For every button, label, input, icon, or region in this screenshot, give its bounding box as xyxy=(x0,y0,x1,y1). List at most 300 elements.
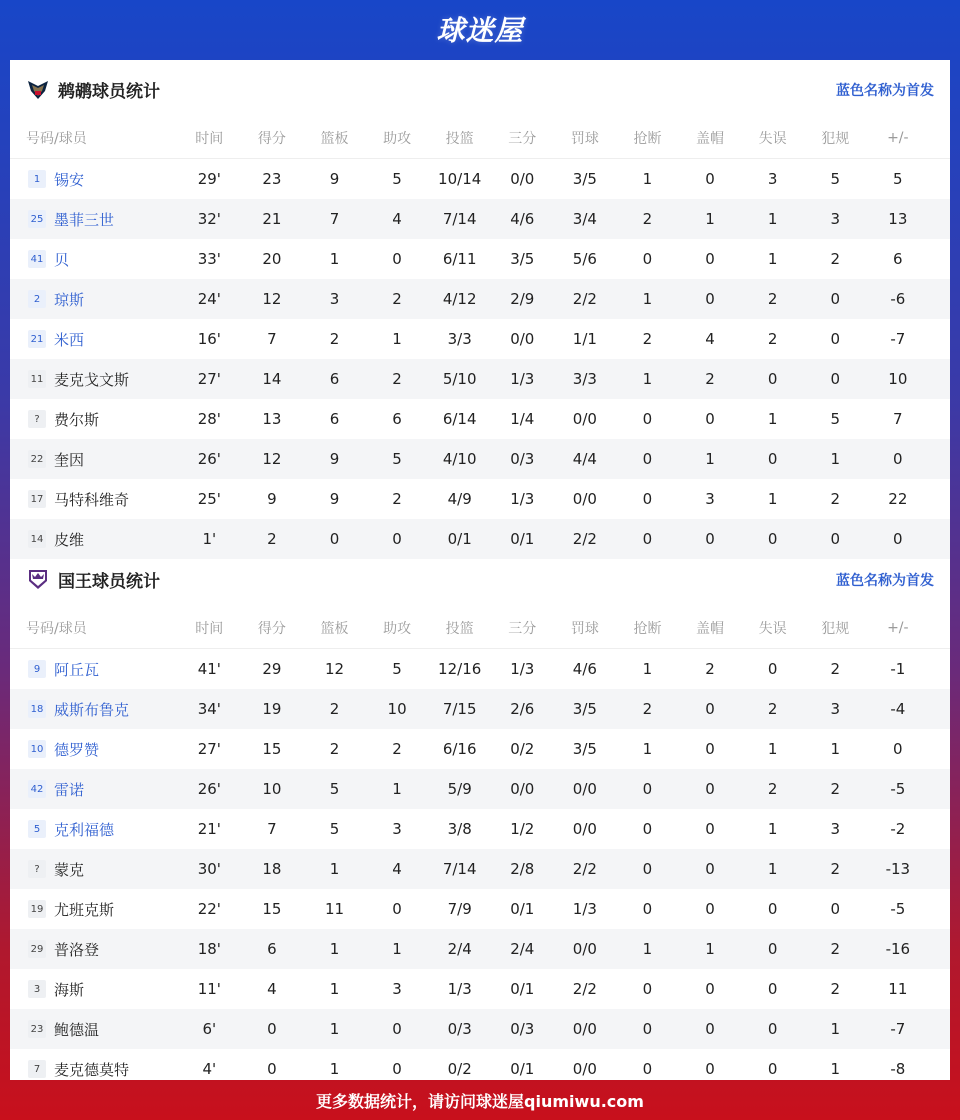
team-section-kings xyxy=(10,550,950,1089)
stat-cell: 3/5 xyxy=(510,250,535,268)
stat-cell: 0 xyxy=(767,370,778,388)
stat-cell: 1 xyxy=(767,250,778,268)
stat-cell: 0/0 xyxy=(572,940,597,958)
section-header xyxy=(10,60,950,118)
jersey-number: 1 xyxy=(28,170,46,188)
jersey-number: 23 xyxy=(28,1020,46,1038)
stat-cell: 15 xyxy=(262,900,282,918)
stat-cell: 4/12 xyxy=(442,290,477,308)
stat-cell: 5 xyxy=(329,820,340,838)
stat-cell: 6 xyxy=(267,940,277,958)
column-header: 时间 xyxy=(195,131,224,147)
stat-cell: 2/8 xyxy=(510,860,535,878)
stat-cell: 11' xyxy=(197,980,221,998)
stat-cell: 1 xyxy=(830,1020,840,1038)
player-name[interactable]: 米西 xyxy=(54,330,85,349)
stat-cell: 0 xyxy=(830,530,840,548)
stat-cell: 3/5 xyxy=(572,740,597,758)
table-row xyxy=(10,889,950,929)
stat-cell: 7 xyxy=(267,820,277,838)
stat-cell: 1 xyxy=(642,290,653,308)
stat-cell: 24' xyxy=(197,290,221,308)
stat-cell: 0 xyxy=(329,530,340,548)
column-header: 号码/球员 xyxy=(26,131,87,147)
kings-logo-icon xyxy=(26,567,50,591)
stat-cell: 2 xyxy=(767,290,778,308)
stat-cell: 3/3 xyxy=(447,330,472,348)
jersey-number: 3 xyxy=(28,980,46,998)
stat-cell: 0 xyxy=(705,980,715,998)
stat-cell: 3 xyxy=(392,980,402,998)
player-name: 麦克戈文斯 xyxy=(54,370,130,389)
player-name: 普洛登 xyxy=(54,940,100,959)
pelicans-logo-icon xyxy=(26,77,50,101)
section-title: 国王球员统计 xyxy=(58,571,160,592)
stat-cell: 7 xyxy=(893,410,903,428)
stat-cell: 0/3 xyxy=(447,1020,472,1038)
stat-cell: 3 xyxy=(830,700,840,718)
stats-panel xyxy=(10,60,950,1080)
stat-cell: 3/8 xyxy=(447,820,472,838)
stat-cell: 14 xyxy=(262,370,282,388)
stat-cell: 1/1 xyxy=(572,330,597,348)
stat-cell: 1 xyxy=(767,410,778,428)
stat-cell: 4 xyxy=(267,980,277,998)
stat-cell: 1 xyxy=(767,740,778,758)
player-cell xyxy=(10,979,178,1000)
stat-cell: 0/0 xyxy=(572,410,597,428)
stat-cell: 0 xyxy=(392,530,402,548)
stat-cell: 2/2 xyxy=(572,980,597,998)
stat-cell: 34' xyxy=(197,700,221,718)
stat-cell: 13 xyxy=(888,210,908,228)
stat-cell: 1 xyxy=(705,940,715,958)
stat-cell: -16 xyxy=(885,940,911,958)
stat-cell: 2 xyxy=(830,860,840,878)
stat-cell: 2 xyxy=(830,250,840,268)
stat-cell: 3/3 xyxy=(572,370,597,388)
column-header: 得分 xyxy=(257,131,286,147)
stat-cell: 0 xyxy=(705,1020,715,1038)
player-name[interactable]: 琼斯 xyxy=(54,290,85,309)
jersey-number: ? xyxy=(28,410,46,428)
player-name[interactable]: 雷诺 xyxy=(54,780,85,799)
brand-logo: 球迷屋 xyxy=(436,14,524,47)
stat-cell: 2 xyxy=(705,660,715,678)
player-name: 马特科维奇 xyxy=(54,490,130,509)
column-header: 投篮 xyxy=(445,131,474,147)
player-cell xyxy=(10,409,178,430)
stat-cell: 0/1 xyxy=(447,530,472,548)
stat-cell: 7 xyxy=(329,210,340,228)
table-row xyxy=(10,319,950,359)
stat-cell: 2 xyxy=(642,700,653,718)
stat-cell: 2 xyxy=(392,290,402,308)
stat-cell: 2/4 xyxy=(510,940,535,958)
stat-cell: 6/16 xyxy=(442,740,477,758)
stat-cell: 1 xyxy=(329,940,340,958)
column-header: 盖帽 xyxy=(696,131,725,147)
stat-cell: 2 xyxy=(767,700,778,718)
jersey-number: 41 xyxy=(28,250,46,268)
table-row xyxy=(10,359,950,399)
stat-cell: 1/4 xyxy=(510,410,535,428)
stat-cell: -1 xyxy=(890,660,906,678)
column-header: 时间 xyxy=(195,621,224,637)
stat-cell: 21' xyxy=(197,820,221,838)
column-header: 犯规 xyxy=(821,621,850,637)
stat-cell: 2/6 xyxy=(510,700,535,718)
stat-cell: 5 xyxy=(392,660,402,678)
stat-cell: 0 xyxy=(392,1020,402,1038)
stat-cell: 5 xyxy=(329,780,340,798)
table-row xyxy=(10,239,950,279)
player-cell xyxy=(10,209,178,230)
stat-cell: 1 xyxy=(392,330,402,348)
stat-cell: 3 xyxy=(830,210,840,228)
stat-cell: 20 xyxy=(262,250,282,268)
section-header xyxy=(10,550,950,608)
stat-cell: 1/3 xyxy=(510,660,535,678)
stat-cell: 0 xyxy=(705,410,715,428)
stat-cell: 12/16 xyxy=(438,660,482,678)
stat-cell: 2 xyxy=(767,330,778,348)
stat-cell: 29 xyxy=(262,660,282,678)
stat-cell: 3/5 xyxy=(572,170,597,188)
stat-cell: 2/2 xyxy=(572,290,597,308)
column-header: 抢断 xyxy=(633,621,662,637)
stat-cell: 6/14 xyxy=(442,410,477,428)
stat-cell: 0/0 xyxy=(572,780,597,798)
stat-cell: 1 xyxy=(329,1060,340,1078)
stat-cell: 12 xyxy=(262,290,282,308)
player-cell xyxy=(10,779,178,800)
stat-cell: 1 xyxy=(767,820,778,838)
column-header: 三分 xyxy=(508,621,537,637)
stat-cell: 4/4 xyxy=(572,450,597,468)
table-header xyxy=(10,118,950,159)
stat-cell: 0 xyxy=(767,660,778,678)
stat-cell: 0/0 xyxy=(572,820,597,838)
stat-cell: 9 xyxy=(329,450,340,468)
stat-cell: 2 xyxy=(392,490,402,508)
stat-cell: 0 xyxy=(642,250,653,268)
player-name[interactable]: 阿丘瓦 xyxy=(54,660,100,679)
stat-cell: 1 xyxy=(705,210,715,228)
stat-cell: 9 xyxy=(329,170,340,188)
stat-cell: 0 xyxy=(705,1060,715,1078)
stat-cell: 0 xyxy=(642,450,653,468)
column-header: 篮板 xyxy=(320,131,349,147)
stat-cell: 0 xyxy=(642,1060,653,1078)
stat-cell: 0 xyxy=(705,700,715,718)
table-row xyxy=(10,809,950,849)
jersey-number: 7 xyxy=(28,1060,46,1078)
table-row xyxy=(10,729,950,769)
stat-cell: 2 xyxy=(329,740,340,758)
jersey-number: 2 xyxy=(28,290,46,308)
jersey-number: 19 xyxy=(28,900,46,918)
stat-cell: 0 xyxy=(392,1060,402,1078)
column-header: 失误 xyxy=(758,131,787,147)
stat-cell: 1 xyxy=(830,740,840,758)
stat-cell: 0 xyxy=(893,740,903,758)
stat-cell: 0 xyxy=(642,490,653,508)
stat-cell: 1 xyxy=(642,940,653,958)
stat-cell: 1/3 xyxy=(510,490,535,508)
section-title: 鹈鹕球员统计 xyxy=(58,81,160,102)
player-name: 费尔斯 xyxy=(54,410,100,429)
stat-cell: 5/9 xyxy=(447,780,472,798)
stat-cell: 0 xyxy=(642,820,653,838)
stat-cell: 0 xyxy=(642,860,653,878)
stat-cell: 0 xyxy=(267,1020,277,1038)
stat-cell: 1/2 xyxy=(510,820,535,838)
stat-cell: 4' xyxy=(202,1060,217,1078)
table-row xyxy=(10,279,950,319)
player-name: 海斯 xyxy=(54,980,85,999)
stat-cell: 1' xyxy=(202,530,217,548)
stat-cell: 12 xyxy=(262,450,282,468)
stat-cell: 0 xyxy=(830,900,840,918)
stat-cell: 26' xyxy=(197,450,221,468)
stat-cell: 0/1 xyxy=(510,980,535,998)
jersey-number: 14 xyxy=(28,530,46,548)
stat-cell: -13 xyxy=(885,860,911,878)
table-row xyxy=(10,769,950,809)
stat-cell: 12 xyxy=(324,660,345,678)
player-rows xyxy=(10,649,950,1089)
stat-cell: 25' xyxy=(197,490,221,508)
stat-cell: 1/3 xyxy=(447,980,472,998)
jersey-number: 21 xyxy=(28,330,46,348)
stat-cell: 1 xyxy=(767,210,778,228)
stat-cell: 7 xyxy=(267,330,277,348)
stat-cell: 0 xyxy=(392,900,402,918)
player-cell xyxy=(10,939,178,960)
player-name[interactable]: 锡安 xyxy=(54,170,85,189)
player-cell xyxy=(10,169,178,190)
player-name[interactable]: 克利福德 xyxy=(54,820,115,839)
player-cell xyxy=(10,659,178,680)
stat-cell: 0/1 xyxy=(510,530,535,548)
jersey-number: 11 xyxy=(28,370,46,388)
player-name[interactable]: 贝 xyxy=(54,250,70,269)
player-cell xyxy=(10,899,178,920)
stat-cell: 0 xyxy=(642,980,653,998)
stat-cell: 11 xyxy=(888,980,908,998)
stat-cell: -7 xyxy=(890,1020,906,1038)
stat-cell: 4/10 xyxy=(442,450,477,468)
table-row xyxy=(10,849,950,889)
stat-cell: 0 xyxy=(642,780,653,798)
player-name: 鲍德温 xyxy=(54,1020,100,1039)
player-cell xyxy=(10,289,178,310)
table-header xyxy=(10,608,950,649)
table-row xyxy=(10,689,950,729)
stat-cell: 41' xyxy=(197,660,221,678)
player-cell xyxy=(10,1019,178,1040)
jersey-number: 18 xyxy=(28,700,46,718)
stat-cell: 7/15 xyxy=(442,700,477,718)
stat-cell: 2/2 xyxy=(572,860,597,878)
stat-cell: 2 xyxy=(267,530,277,548)
column-header: 盖帽 xyxy=(696,621,725,637)
player-cell xyxy=(10,449,178,470)
stat-cell: 0 xyxy=(705,820,715,838)
stat-cell: 27' xyxy=(197,740,221,758)
stat-cell: 1 xyxy=(642,740,653,758)
player-name[interactable]: 墨菲三世 xyxy=(54,210,115,229)
stat-cell: 7/14 xyxy=(442,860,477,878)
stat-cell: 0 xyxy=(705,250,715,268)
stat-cell: 0 xyxy=(642,530,653,548)
stat-cell: 1 xyxy=(830,450,840,468)
stat-cell: 6 xyxy=(329,410,340,428)
stat-cell: 6 xyxy=(329,370,340,388)
stat-cell: 1 xyxy=(642,370,653,388)
stat-cell: 19 xyxy=(262,700,282,718)
stat-cell: 0 xyxy=(893,530,903,548)
stat-cell: 0 xyxy=(642,1020,653,1038)
column-header: 篮板 xyxy=(320,621,349,637)
stat-cell: 4/9 xyxy=(447,490,472,508)
stat-cell: 10 xyxy=(888,370,908,388)
column-header: +/- xyxy=(887,620,909,636)
stat-cell: 0 xyxy=(830,370,840,388)
stat-cell: 4/6 xyxy=(510,210,535,228)
starter-note: 蓝色名称为首发 xyxy=(836,83,934,99)
stat-cell: 0 xyxy=(705,530,715,548)
stat-cell: 9 xyxy=(267,490,277,508)
jersey-number: 10 xyxy=(28,740,46,758)
player-name: 蒙克 xyxy=(54,860,85,879)
stat-cell: 0 xyxy=(267,1060,277,1078)
column-header: 助攻 xyxy=(383,131,412,147)
player-cell xyxy=(10,699,178,720)
stat-cell: 16' xyxy=(197,330,221,348)
stat-cell: 0 xyxy=(642,410,653,428)
player-cell xyxy=(10,859,178,880)
player-name: 麦克德莫特 xyxy=(54,1060,130,1079)
player-cell xyxy=(10,529,178,550)
stat-cell: -7 xyxy=(890,330,906,348)
stat-cell: 0 xyxy=(705,780,715,798)
column-header: 犯规 xyxy=(821,131,850,147)
stat-cell: 3 xyxy=(392,820,402,838)
stat-cell: 22' xyxy=(197,900,221,918)
stat-cell: 2 xyxy=(642,210,653,228)
stat-cell: 0 xyxy=(392,250,402,268)
player-name: 奎因 xyxy=(54,450,85,469)
stat-cell: 0 xyxy=(830,330,840,348)
column-header: 投篮 xyxy=(445,621,474,637)
player-name[interactable]: 威斯布鲁克 xyxy=(54,700,130,719)
stat-cell: 6' xyxy=(202,1020,217,1038)
stat-cell: -4 xyxy=(890,700,906,718)
column-header: 抢断 xyxy=(633,131,662,147)
jersey-number: ? xyxy=(28,860,46,878)
stat-cell: 0/0 xyxy=(572,1020,597,1038)
stat-cell: 30' xyxy=(197,860,221,878)
jersey-number: 25 xyxy=(28,210,46,228)
stat-cell: 15 xyxy=(262,740,282,758)
table-row xyxy=(10,1009,950,1049)
stat-cell: 0 xyxy=(830,290,840,308)
player-cell xyxy=(10,1059,178,1080)
stat-cell: 5 xyxy=(392,450,402,468)
stat-cell: 28' xyxy=(197,410,221,428)
stat-cell: 2 xyxy=(705,370,715,388)
player-cell xyxy=(10,739,178,760)
stat-cell: 0 xyxy=(767,450,778,468)
stat-cell: 0 xyxy=(767,940,778,958)
player-cell xyxy=(10,489,178,510)
stat-cell: 2 xyxy=(392,740,402,758)
player-name[interactable]: 德罗赞 xyxy=(54,740,100,759)
stat-cell: 4 xyxy=(392,210,402,228)
stat-cell: 23 xyxy=(262,170,282,188)
stat-cell: 1/3 xyxy=(510,370,535,388)
stat-cell: 0/0 xyxy=(510,780,535,798)
stat-cell: 1 xyxy=(767,490,778,508)
table-row xyxy=(10,159,950,199)
table-row xyxy=(10,479,950,519)
stat-cell: 0/0 xyxy=(572,1060,597,1078)
stat-cell: 0/2 xyxy=(510,740,535,758)
stat-cell: 1 xyxy=(642,660,653,678)
stat-cell: 27' xyxy=(197,370,221,388)
table-row xyxy=(10,649,950,689)
stat-cell: 2/9 xyxy=(510,290,535,308)
stat-cell: 3/4 xyxy=(572,210,597,228)
stat-cell: 10 xyxy=(262,780,282,798)
stat-cell: 10/14 xyxy=(438,170,482,188)
stat-cell: 0 xyxy=(705,900,715,918)
stat-cell: 11 xyxy=(324,900,345,918)
stat-cell: 1 xyxy=(329,980,340,998)
stat-cell: 3 xyxy=(830,820,840,838)
stat-cell: 5 xyxy=(830,410,840,428)
stat-cell: 4 xyxy=(705,330,715,348)
jersey-number: 5 xyxy=(28,820,46,838)
player-cell xyxy=(10,369,178,390)
stat-cell: 0/3 xyxy=(510,450,535,468)
column-header: 罚球 xyxy=(570,131,599,147)
column-header: 罚球 xyxy=(570,621,599,637)
player-cell xyxy=(10,819,178,840)
stat-cell: 5 xyxy=(830,170,840,188)
stat-cell: 13 xyxy=(262,410,282,428)
column-header: 得分 xyxy=(257,621,286,637)
column-header: 号码/球员 xyxy=(26,621,87,637)
team-section-pelicans xyxy=(10,60,950,559)
stat-cell: 0 xyxy=(705,170,715,188)
stat-cell: 2 xyxy=(767,780,778,798)
stat-cell: 1 xyxy=(329,860,340,878)
stat-cell: 2 xyxy=(830,940,840,958)
stat-cell: -5 xyxy=(890,780,906,798)
jersey-number: 9 xyxy=(28,660,46,678)
stat-cell: 2 xyxy=(329,330,340,348)
jersey-number: 29 xyxy=(28,940,46,958)
stat-cell: 1/3 xyxy=(572,900,597,918)
stat-cell: -6 xyxy=(890,290,906,308)
stat-cell: 3 xyxy=(329,290,340,308)
table-row xyxy=(10,199,950,239)
stat-cell: 2 xyxy=(329,700,340,718)
stat-cell: 7/9 xyxy=(447,900,472,918)
